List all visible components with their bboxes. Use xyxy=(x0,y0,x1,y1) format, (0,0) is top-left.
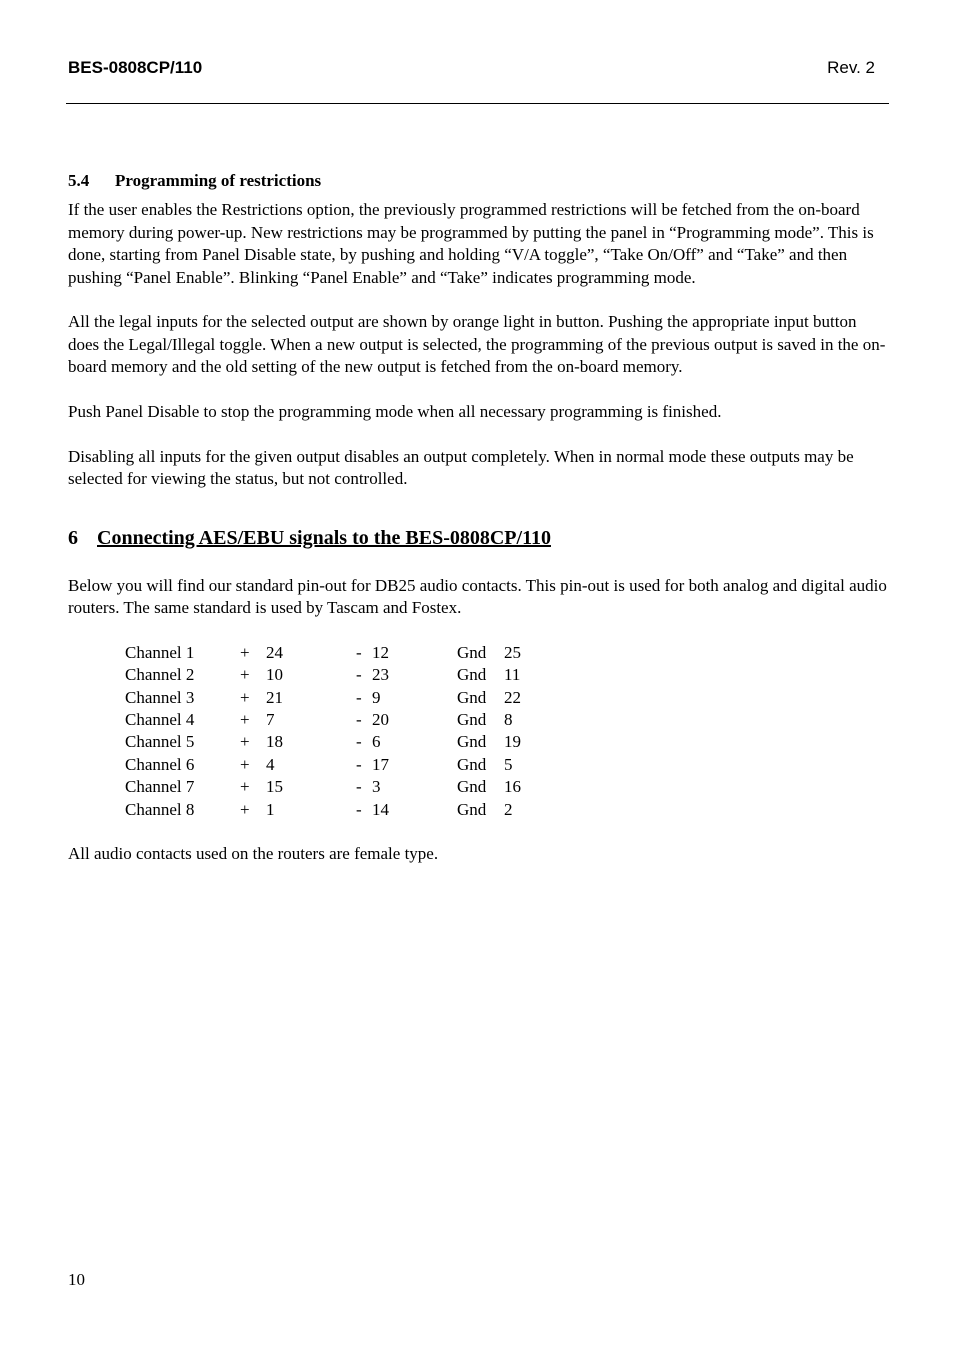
plus-pin: 21 xyxy=(266,687,283,707)
plus-sign: + xyxy=(240,799,250,819)
plus-sign: + xyxy=(240,754,250,774)
plus-sign: + xyxy=(240,687,250,707)
ground-pin: 11 xyxy=(504,665,521,685)
plus-pin: 7 xyxy=(266,710,275,730)
minus-sign: - xyxy=(356,642,362,662)
plus-sign: + xyxy=(240,665,250,685)
channel-name: Channel 2 xyxy=(125,665,195,685)
minus-pin: 17 xyxy=(372,754,389,774)
channel-name: Channel 1 xyxy=(125,642,195,662)
plus-sign: + xyxy=(240,732,250,752)
minus-pin: 12 xyxy=(372,642,389,662)
ground-label: Gnd xyxy=(457,687,487,707)
ground-label: Gnd xyxy=(457,754,487,774)
ground-label: Gnd xyxy=(457,642,487,662)
pinout-row xyxy=(125,642,544,664)
pinout-row xyxy=(125,664,544,686)
pinout-table xyxy=(125,642,544,821)
subsection-heading xyxy=(68,170,888,192)
paragraph-restrictions-intro: If the user enables the Restrictions option, the previously programmed restrictions will be fetched from the on-board memory during power-up. New restrictions may be programmed by putting the panel in “Programming mode”. This is done, starting from Panel Disable state, by pushing and holding “V/A toggle”, “Take On/Off” and “Take” and then pushing “Panel Enable”. Blinking “Panel Enable” and “Take” indicates programming mode. xyxy=(68,200,874,287)
minus-pin: 6 xyxy=(372,732,381,752)
channel-name: Channel 6 xyxy=(125,754,195,774)
paragraph-pinout-intro: Below you will find our standard pin-out for DB25 audio contacts. This pin-out is used for both analog and digital audio routers. The same standard is used by Tascam and Fostex. xyxy=(68,576,887,618)
section-heading xyxy=(68,527,888,549)
subsection-number: 5.4 xyxy=(68,171,90,190)
plus-pin: 18 xyxy=(266,732,283,752)
minus-sign: - xyxy=(356,754,362,774)
plus-pin: 4 xyxy=(266,754,275,774)
pinout-row xyxy=(125,709,544,731)
minus-pin: 20 xyxy=(372,710,389,730)
pinout-row xyxy=(125,799,544,821)
subsection-title: Programming of restrictions xyxy=(115,171,322,190)
channel-name: Channel 5 xyxy=(125,732,195,752)
minus-pin: 14 xyxy=(372,799,389,819)
plus-pin: 1 xyxy=(266,799,275,819)
section-number: 6 xyxy=(68,526,78,549)
ground-label: Gnd xyxy=(457,777,487,797)
plus-pin: 10 xyxy=(266,665,283,685)
ground-pin: 25 xyxy=(504,642,521,662)
minus-sign: - xyxy=(356,665,362,685)
revision-label: Rev. 2 xyxy=(827,58,875,77)
plus-sign: + xyxy=(240,642,250,662)
document-title: BES-0808CP/110 xyxy=(68,58,203,77)
minus-sign: - xyxy=(356,777,362,797)
minus-pin: 9 xyxy=(372,687,381,707)
ground-pin: 8 xyxy=(504,710,513,730)
paragraph-panel-disable: Push Panel Disable to stop the programming mode when all necessary programming is finished. xyxy=(68,402,722,422)
plus-sign: + xyxy=(240,777,250,797)
page-number: 10 xyxy=(68,1270,85,1289)
plus-sign: + xyxy=(240,710,250,730)
pinout-row xyxy=(125,731,544,753)
minus-sign: - xyxy=(356,799,362,819)
ground-pin: 16 xyxy=(504,777,521,797)
plus-pin: 15 xyxy=(266,777,283,797)
ground-pin: 5 xyxy=(504,754,513,774)
minus-sign: - xyxy=(356,710,362,730)
ground-label: Gnd xyxy=(457,710,487,730)
ground-label: Gnd xyxy=(457,665,487,685)
ground-label: Gnd xyxy=(457,732,487,752)
page-header xyxy=(68,58,875,82)
section-title: Connecting AES/EBU signals to the BES-0808CP/110 xyxy=(97,526,551,549)
plus-pin: 24 xyxy=(266,642,283,662)
channel-name: Channel 4 xyxy=(125,710,195,730)
minus-pin: 23 xyxy=(372,665,389,685)
minus-sign: - xyxy=(356,732,362,752)
paragraph-disabling-inputs: Disabling all inputs for the given output disables an output completely. When in normal mode these outputs may be selected for viewing the status, but not controlled. xyxy=(68,446,854,489)
pinout-row xyxy=(125,754,544,776)
header-divider xyxy=(66,103,889,104)
pinout-row xyxy=(125,776,544,798)
paragraph-legal-inputs: All the legal inputs for the selected output are shown by orange light in button. Pushing the appropriate input button does the Legal/Illegal toggle. When a new output is selected, the programming of the previous output is saved in the on-board memory and the old setting of the new output is fetched from the on-board memory. xyxy=(68,312,886,377)
paragraph-female-contacts: All audio contacts used on the routers are female type. xyxy=(68,844,439,864)
channel-name: Channel 8 xyxy=(125,799,195,819)
channel-name: Channel 3 xyxy=(125,687,195,707)
page-content xyxy=(68,168,888,866)
minus-sign: - xyxy=(356,687,362,707)
minus-pin: 3 xyxy=(372,777,381,797)
ground-pin: 2 xyxy=(504,799,513,819)
ground-pin: 22 xyxy=(504,687,521,707)
ground-label: Gnd xyxy=(457,799,487,819)
pinout-row xyxy=(125,687,544,709)
ground-pin: 19 xyxy=(504,732,521,752)
channel-name: Channel 7 xyxy=(125,777,195,797)
